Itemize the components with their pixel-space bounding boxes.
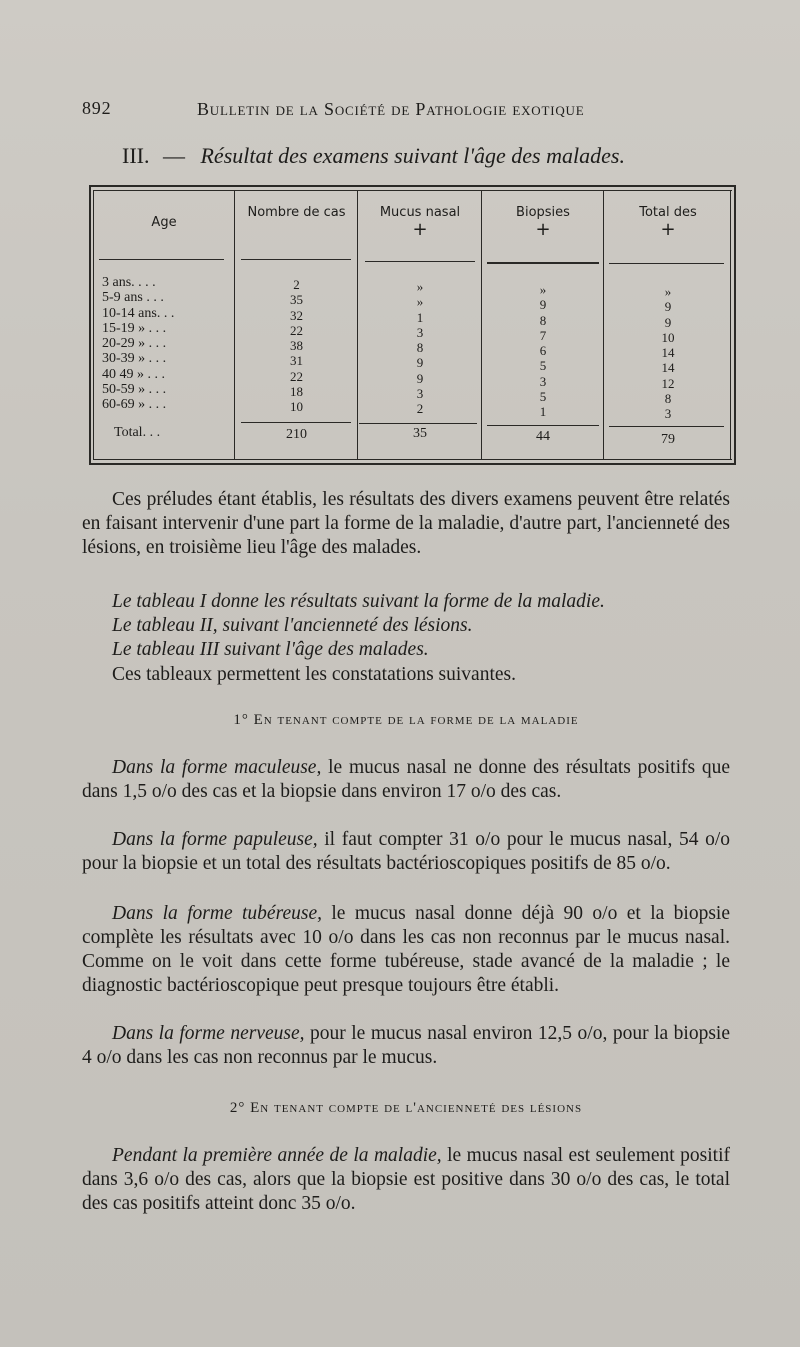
total-cell: 10 — [661, 329, 675, 345]
cases-cell: 31 — [290, 353, 303, 369]
mucus-cell: 2 — [416, 401, 424, 417]
cases-cell: 22 — [290, 322, 303, 338]
subsection-2-title: 2° En tenant compte de l'ancienneté des lésions — [229, 1100, 583, 1116]
biopsies-cell: 9 — [539, 297, 547, 313]
plus-sign: + — [660, 219, 676, 240]
section-title — [122, 143, 742, 169]
biopsies-cell: » — [539, 282, 547, 297]
total-biopsies: 44 — [536, 429, 550, 444]
age-cell: 40 49 » . . . — [102, 366, 165, 382]
age-cell: 5-9 ans . . . — [102, 290, 164, 306]
paragraph-lead: Dans la forme papuleuse, — [112, 829, 318, 850]
col-header-biopsies — [484, 205, 602, 239]
cases-cell: 18 — [290, 384, 303, 400]
intro-paragraph: Ces préludes étant établis, les résultats des divers examens peuvent être relatés en faisant intervenir d'une part la forme de la maladie, d'autre part, l'ancienneté des lésions, en troisième lieu l'âge des malades. — [82, 489, 730, 558]
mucus-cell: 9 — [416, 355, 424, 371]
biopsies-cell: 8 — [539, 312, 547, 328]
mucus-cell: » — [416, 279, 424, 294]
age-cell: 30-39 » . . . — [102, 351, 167, 367]
subsection-1-title: 1° En tenant compte de la forme de la maladie — [233, 712, 579, 728]
intro-line-table3: Le tableau III suivant l'âge des malades. — [112, 639, 429, 660]
paragraph-maculeuse — [82, 756, 730, 804]
paragraph-papuleuse — [82, 828, 730, 876]
paragraph-text: pour le mucus nasal environ 12,5 o/o, pour la biopsie 4 o/o dans les cas non reconnus par le mucus. — [82, 1023, 730, 1068]
section-heading: Résultat des examens suivant l'âge des malades. — [200, 143, 625, 168]
mucus-cell: 1 — [416, 309, 424, 325]
total-cell: 14 — [661, 360, 675, 376]
mucus-cell: 3 — [416, 324, 424, 340]
plus-sign: + — [535, 219, 551, 240]
intro-line-table1: Le tableau I donne les résultats suivant la forme de la maladie. — [112, 591, 605, 612]
total-cell: 9 — [664, 299, 672, 315]
journal-title: Bulletin de la Société de Pathologie exotique — [197, 99, 585, 119]
page-number: 892 — [82, 98, 112, 118]
paragraph-text: le mucus nasal est seulement positif dans 3,6 o/o des cas, alors que la biopsie est positive dans 30 o/o des cas, le total des cas positifs atteint donc 35 o/o. — [82, 1145, 730, 1214]
age-cell: 15-19 » . . . — [102, 320, 167, 336]
cases-cell: 38 — [290, 338, 303, 354]
total-label: Total. . . — [114, 425, 161, 440]
cases-cell: 32 — [290, 307, 303, 323]
paragraph-lead: Dans la forme nerveuse, — [112, 1023, 305, 1044]
col-header-mucus-label: Mucus nasal — [379, 205, 461, 220]
total-cell: 14 — [661, 345, 675, 361]
cases-cell: 22 — [290, 368, 303, 384]
age-cell: 20-29 » . . . — [102, 336, 167, 352]
intro-line-table2: Le tableau II, suivant l'ancienneté des lésions. — [112, 615, 473, 636]
total-total: 79 — [661, 432, 675, 447]
paragraph-nerveuse — [82, 1022, 730, 1070]
section-number: III. — [122, 143, 150, 168]
paragraph-premiere-annee — [82, 1144, 730, 1216]
total-cell: 3 — [664, 406, 672, 422]
mucus-cell: » — [416, 294, 424, 310]
age-cell: 60-69 » . . . — [102, 397, 167, 413]
col-header-total — [607, 205, 729, 239]
biopsies-cell: 5 — [539, 358, 547, 374]
plus-sign: + — [412, 219, 428, 240]
mucus-cell: 9 — [416, 370, 424, 386]
biopsies-cell: 6 — [539, 343, 547, 359]
intro-line-conclusion: Ces tableaux permettent les constatations suivantes. — [112, 664, 516, 685]
paragraph-text: il faut compter 31 o/o pour le mucus nasal, 54 o/o pour la biopsie et un total des résultats bactérioscopiques positifs de 85 o/o. — [82, 829, 730, 874]
mucus-cell: 8 — [416, 340, 424, 356]
cases-cell: 10 — [290, 399, 303, 415]
biopsies-cell: 1 — [539, 404, 547, 420]
col-header-cases: Nombre de cas — [247, 205, 346, 220]
total-column — [607, 284, 729, 422]
total-cell: 9 — [664, 314, 672, 330]
age-cell: 3 ans. . . . — [102, 275, 156, 290]
paragraph-lead: Pendant la première année de la maladie, — [112, 1145, 442, 1166]
age-results-table — [89, 185, 736, 467]
cases-cell: 35 — [290, 292, 303, 308]
total-cell: 8 — [664, 391, 672, 407]
paragraph-lead: Dans la forme maculeuse, — [112, 757, 322, 778]
total-cell: » — [664, 284, 672, 299]
paragraph-text: le mucus nasal ne donne des résultats positifs que dans 1,5 o/o des cas et la biopsie dans environ 17 o/o des cas. — [82, 757, 730, 802]
total-mucus: 35 — [413, 426, 427, 441]
col-header-total-label: Total des — [639, 205, 697, 220]
age-cell: 10-14 ans. . . — [102, 305, 175, 321]
biopsies-column — [484, 282, 602, 420]
biopsies-cell: 3 — [539, 373, 547, 389]
paragraph-lead: Dans la forme tubéreuse, — [112, 903, 322, 924]
paragraph-text: le mucus nasal donne déjà 90 o/o et la biopsie complète les résultats avec 10 o/o dans les cas non reconnus par le mucus nasal. Comme on le voit dans cette forme tubéreuse, stade avancé de la maladie ; le diagnostic bactérioscopique peut presque toujours être établi. — [82, 903, 731, 996]
cases-cell: 2 — [293, 277, 300, 292]
mucus-cell: 3 — [416, 386, 424, 402]
col-header-age: Age — [151, 215, 177, 230]
cases-column — [239, 277, 354, 415]
mucus-column — [361, 279, 479, 417]
total-cases: 210 — [286, 427, 307, 442]
age-cell: 50-59 » . . . — [102, 382, 167, 398]
col-header-mucus — [361, 205, 479, 239]
col-header-biopsies-label: Biopsies — [516, 205, 570, 220]
biopsies-cell: 7 — [539, 327, 547, 343]
section-separator: — — [162, 143, 185, 168]
biopsies-cell: 5 — [539, 389, 547, 405]
total-cell: 12 — [661, 375, 675, 391]
paragraph-tubereuse — [82, 902, 730, 998]
age-column — [102, 275, 242, 413]
